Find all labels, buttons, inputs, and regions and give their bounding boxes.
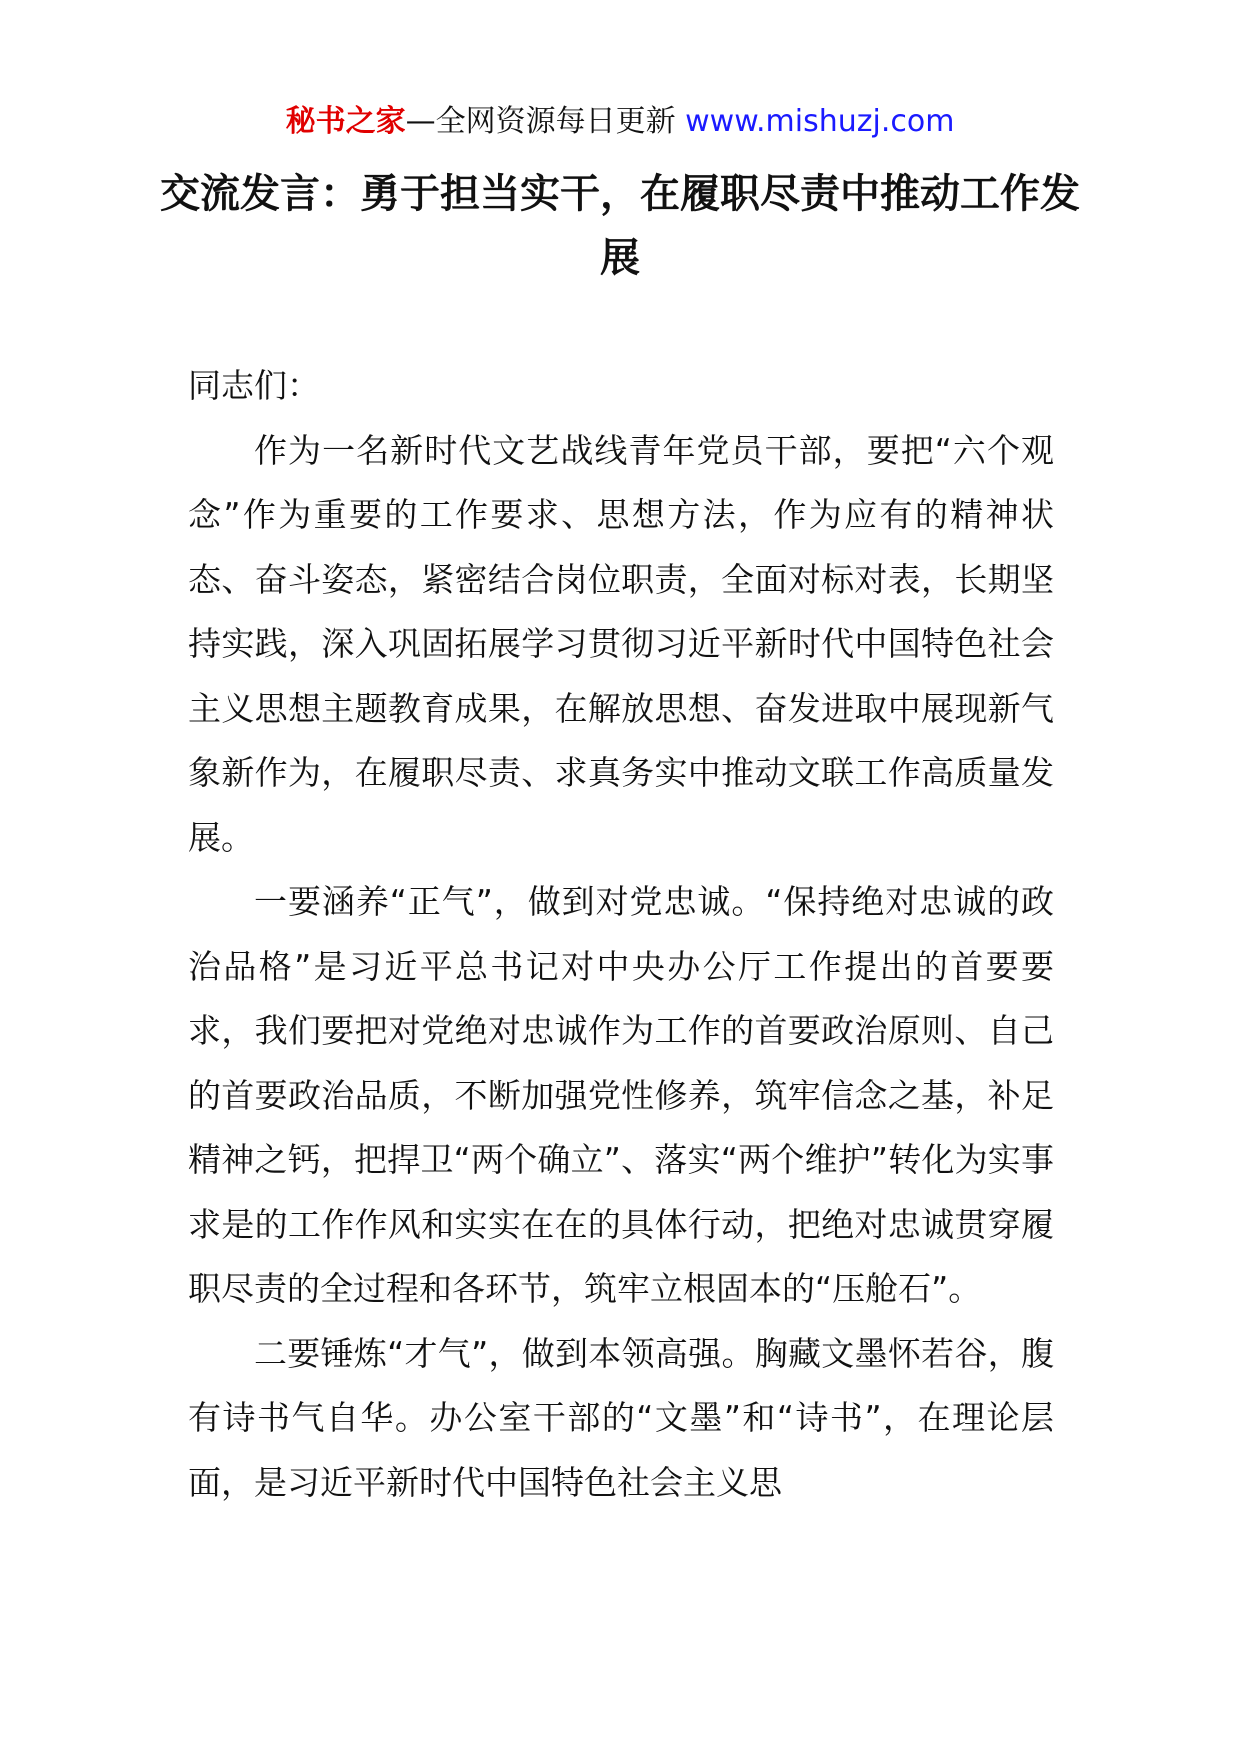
- paragraph-intro: 作为一名新时代文艺战线青年党员干部，要把“六个观念”作为重要的工作要求、思想方法，作为应有的精神状态、奋斗姿态，紧密结合岗位职责，全面对标对表，长期坚持实践，深入巩固拓展学习贯彻习近平新时代中国特色社会主义思想主题教育成果，在解放思想、奋发进取中展现新气象新作为，在履职尽责、求真务实中推动文联工作高质量发展。: [188, 430, 1054, 857]
- document-title: 交流发言：勇于担当实干，在履职尽责中推动工作发展: [160, 171, 1080, 281]
- site-url[interactable]: www.mishuzj.com: [685, 104, 955, 139]
- salutation: 同志们：: [188, 366, 320, 405]
- watermark-header: [0, 100, 1240, 144]
- paragraph-point-two: 二要锤炼“才气”，做到本领高强。胸藏文墨怀若谷，腹有诗书气自华。办公室干部的“文墨”和“诗书”，在理论层面，是习近平新时代中国特色社会主义思: [188, 1333, 1054, 1502]
- header-tagline: —全网资源每日更新: [405, 104, 676, 139]
- document-body: [188, 354, 1054, 1515]
- brand-name: 秘书之家: [285, 104, 406, 139]
- paragraph-point-one: 一要涵养“正气”，做到对党忠诚。“保持绝对忠诚的政治品格”是习近平总书记对中央办公厅工作提出的首要要求，我们要把对党绝对忠诚作为工作的首要政治原则、自己的首要政治品质，不断加强党性修养，筑牢信念之基，补足精神之钙，把捍卫“两个确立”、落实“两个维护”转化为实事求是的工作作风和实实在在的具体行动，把绝对忠诚贯穿履职尽责的全过程和各环节，筑牢立根固本的“压舱石”。: [188, 882, 1054, 1308]
